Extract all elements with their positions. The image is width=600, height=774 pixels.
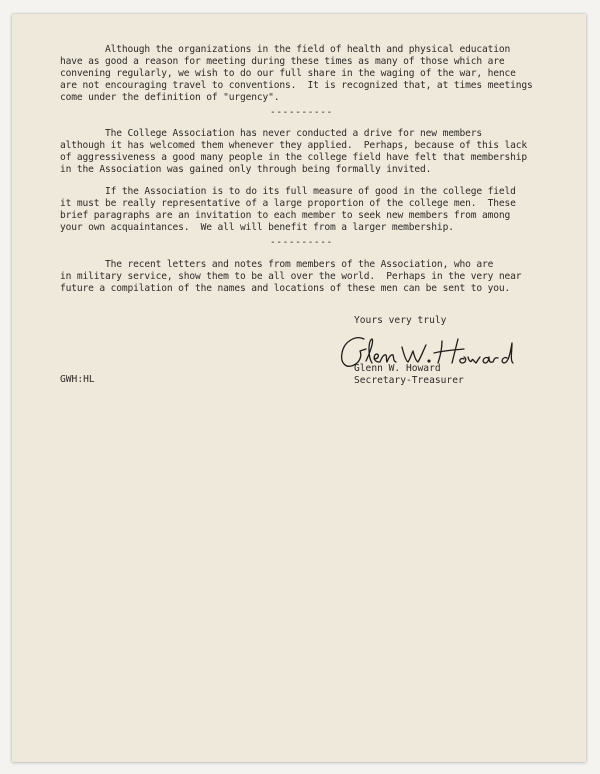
separator: ---------- bbox=[270, 237, 333, 248]
text-line: come under the definition of "urgency". bbox=[60, 92, 280, 103]
paragraph-3 bbox=[60, 186, 580, 234]
text-line: convening regularly, we wish to do our full share in the waging of the war, hence bbox=[60, 68, 516, 79]
signer-name: Glenn W. Howard bbox=[354, 363, 441, 374]
text-line: If the Association is to do its full measure of good in the college field bbox=[60, 186, 516, 197]
separator: ---------- bbox=[270, 107, 333, 118]
text-line: it must be really representative of a large proportion of the college men. These bbox=[60, 198, 516, 209]
text-line: brief paragraphs are an invitation to each member to seek new members from among bbox=[60, 210, 511, 221]
letter-page bbox=[12, 14, 586, 762]
signer-title: Secretary-Treasurer bbox=[354, 375, 464, 386]
text-line: in the Association was gained only through being formally invited. bbox=[60, 164, 432, 175]
text-line: your own acquaintances. We all will benefit from a larger membership. bbox=[60, 222, 454, 233]
text-line: have as good a reason for meeting during these times as many of those which are bbox=[60, 56, 505, 67]
paragraph-1 bbox=[60, 44, 580, 104]
text-line: future a compilation of the names and locations of these men can be sent to you. bbox=[60, 283, 511, 294]
text-line: in military service, show them to be all over the world. Perhaps in the very near bbox=[60, 271, 522, 282]
paragraph-4 bbox=[60, 259, 580, 295]
text-line: are not encouraging travel to conventions. It is recognized that, at times meetings bbox=[60, 80, 533, 91]
closing: Yours very truly bbox=[354, 315, 447, 326]
paragraph-2 bbox=[60, 128, 580, 176]
text-line: although it has welcomed them whenever they applied. Perhaps, because of this lack bbox=[60, 140, 527, 151]
reference-initials: GWH:HL bbox=[60, 374, 95, 385]
text-line: of aggressiveness a good many people in the college field have felt that membership bbox=[60, 152, 527, 163]
text-line: The College Association has never conducted a drive for new members bbox=[60, 128, 482, 139]
text-line: The recent letters and notes from members of the Association, who are bbox=[60, 259, 494, 270]
text-line: Although the organizations in the field of health and physical education bbox=[60, 44, 511, 55]
